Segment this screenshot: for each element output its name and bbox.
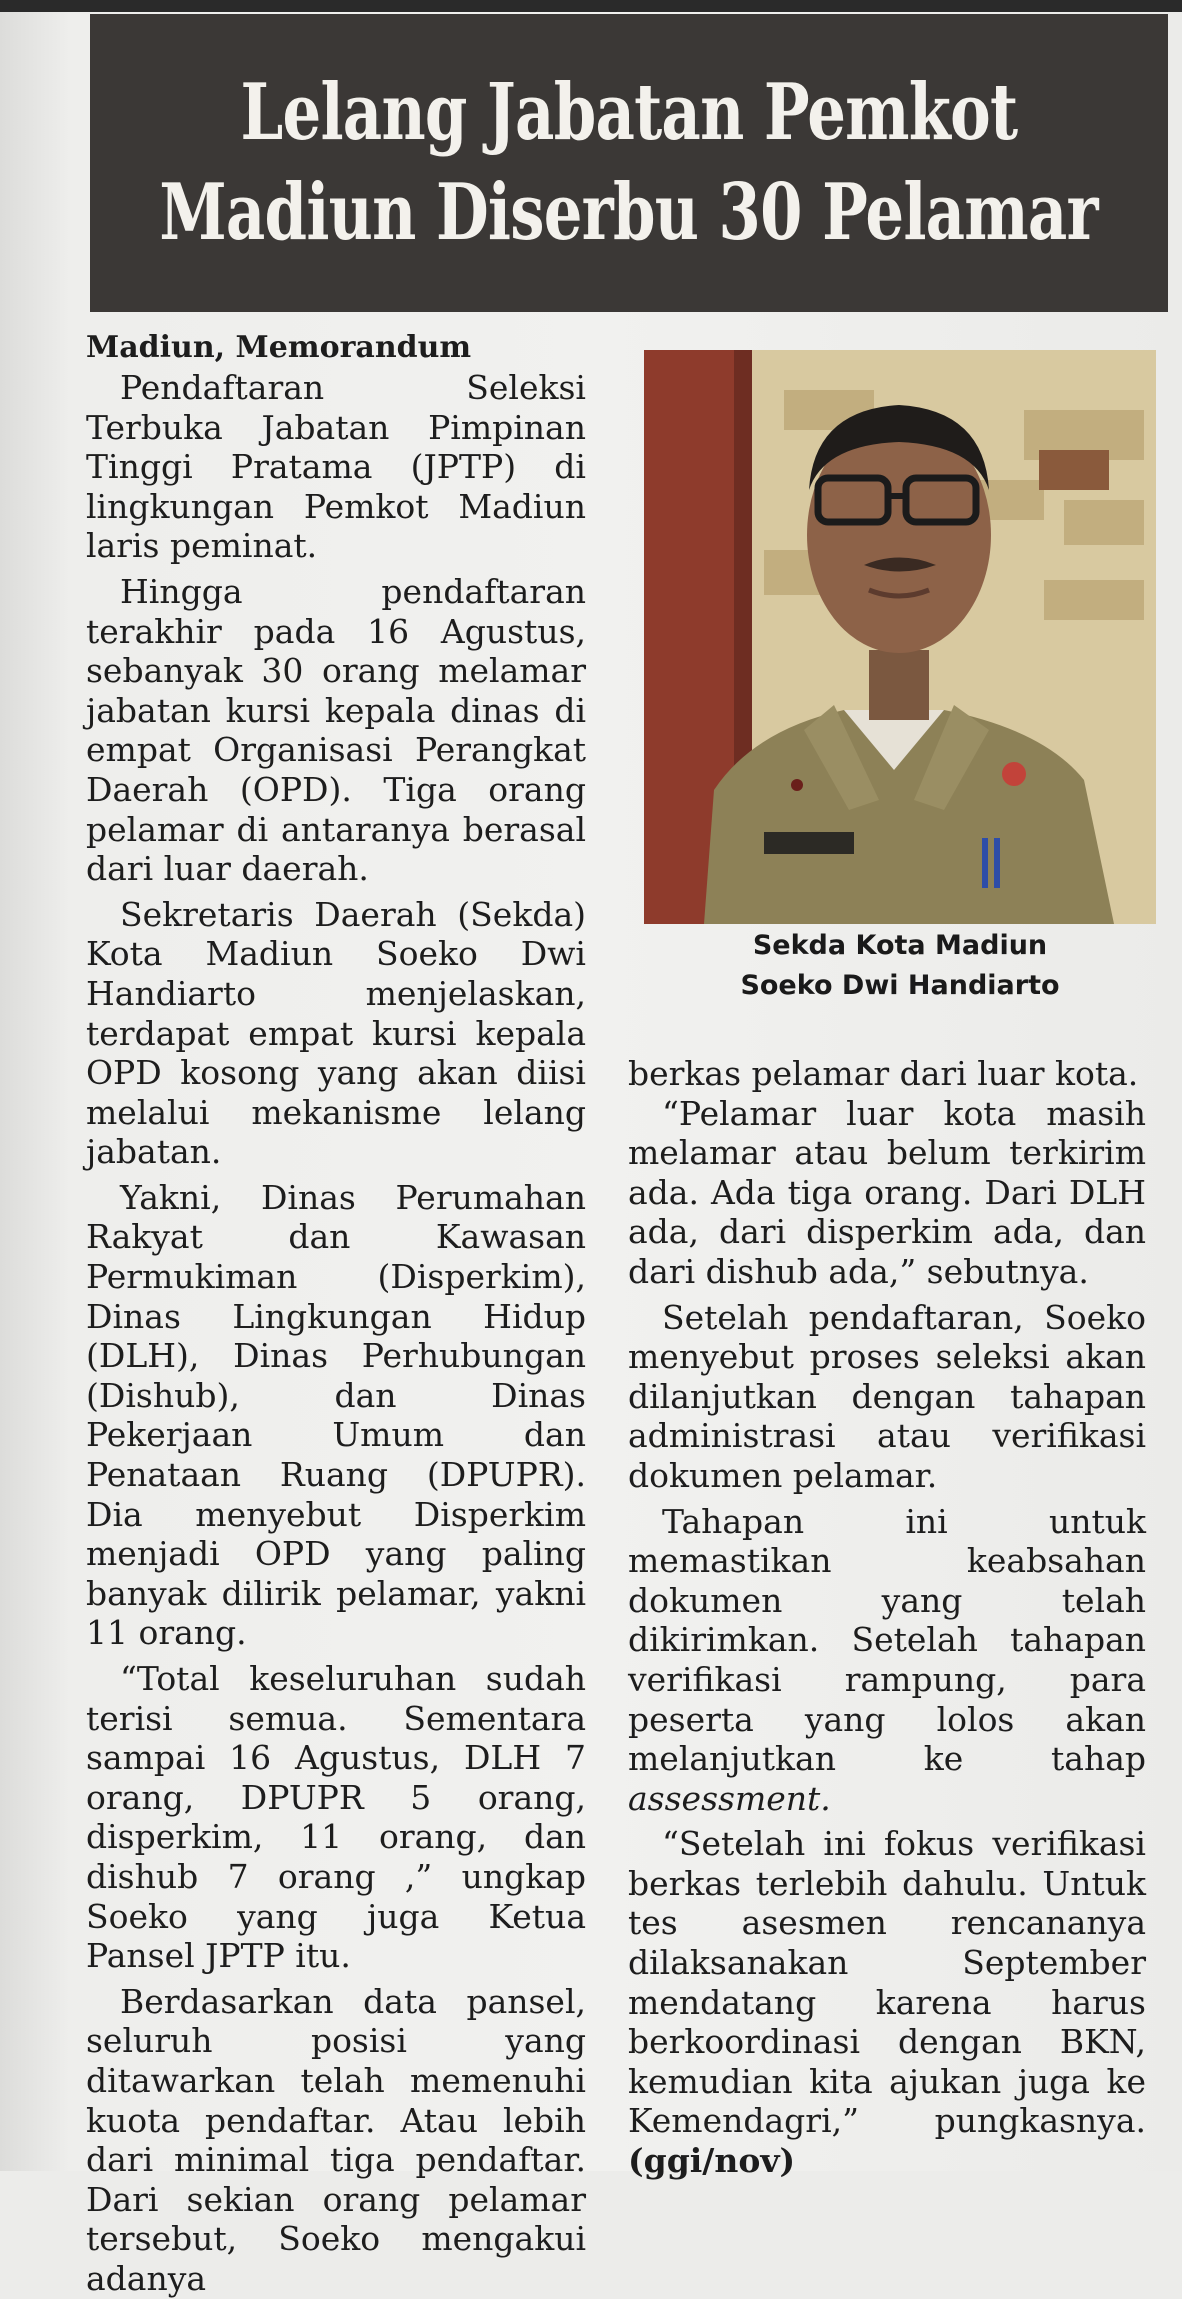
caption-line-1: Sekda Kota Madiun bbox=[752, 930, 1048, 961]
paragraph: Pendaftaran Seleksi Terbuka Jabatan Pimpinan Tinggi Pratama (JPTP) di lingkungan Pemkot Madiun laris peminat. bbox=[86, 368, 586, 566]
headline-banner bbox=[90, 14, 1168, 312]
paragraph: Sekretaris Daerah (Sekda) Kota Madiun Soeko Dwi Handiarto menjelaskan, terdapat empat kursi kepala OPD kosong yang akan diisi melalui mekanisme lelang jabatan. bbox=[86, 894, 586, 1172]
paragraph: Hingga pendaftaran terakhir pada 16 Agustus, sebanyak 30 orang melamar jabatan kursi kepala dinas di empat Organisasi Perangkat Daerah (OPD). Tiga orang pelamar di antaranya berasal dari luar daerah. bbox=[86, 571, 586, 889]
paragraph: “Total keseluruhan sudah terisi semua. Sementara sampai 16 Agustus, DLH 7 orang, DPUPR 5 orang, disperkim, 11 orang, dan dishub 7 orang ,” ungkap Soeko yang juga Ketua Pansel JPTP itu. bbox=[86, 1659, 586, 1976]
paragraph-text: Tahapan ini untuk memastikan keabsahan dokumen yang telah dikirimkan. Setelah tahapan verifikasi rampung, para peserta yang lolos akan melanjutkan ke tahap bbox=[628, 1501, 1146, 1779]
headline-line-1: Lelang Jabatan Pemkot bbox=[240, 67, 1018, 158]
paragraph: Setelah pendaftaran, Soeko menyebut proses seleksi akan dilanjutkan dengan tahapan administrasi atau verifikasi dokumen pelamar. bbox=[628, 1297, 1146, 1495]
headline-line-2: Madiun Diserbu 30 Pelamar bbox=[159, 167, 1099, 258]
assessment-term: assessment. bbox=[628, 1778, 831, 1818]
paragraph: berkas pelamar dari luar kota. bbox=[628, 1054, 1139, 1093]
caption-line-2: Soeko Dwi Handiarto bbox=[740, 970, 1060, 1001]
dateline: Madiun, Memorandum bbox=[86, 330, 472, 365]
paragraph: Yakni, Dinas Perumahan Rakyat dan Kawasan Permukiman (Disperkim), Dinas Lingkungan Hidup (DLH), Dinas Perhubungan (Dishub), dan Dinas Pekerjaan Umum dan Penataan Ruang (DPUPR). Dia menyebut Disperkim menjadi OPD yang paling banyak dilirik pelamar, yakni 11 orang. bbox=[86, 1177, 586, 1653]
paragraph bbox=[628, 1502, 1146, 1819]
photo-caption bbox=[644, 926, 1156, 1006]
paragraph: “Pelamar luar kota masih melamar atau belum terkirim ada. Ada tiga orang. Dari DLH ada, dari disperkim ada, dan dari dishub ada,” sebutnya. bbox=[628, 1093, 1146, 1291]
paragraph-text: “Setelah ini fokus verifikasi berkas terlebih dahulu. Untuk tes asesmen rencananya dilaksanakan September mendatang karena harus berkoordinasi dengan BKN, kemudian kita ajukan juga ke Kemendagri,” pungkasnya. bbox=[628, 1824, 1146, 2141]
article-right-column bbox=[628, 1054, 1146, 2181]
paragraph: Berdasarkan data pansel, seluruh posisi yang ditawarkan telah memenuhi kuota pendaftar. Atau lebih dari minimal tiga pendaftar. Dari sekian orang pelamar tersebut, Soeko mengakui adanya bbox=[86, 1981, 586, 2298]
scan-top-edge bbox=[0, 0, 1182, 12]
sekda-photo bbox=[644, 350, 1156, 924]
article-left-column bbox=[86, 328, 586, 2299]
paragraph bbox=[628, 1824, 1146, 2180]
author-signature: (ggi/nov) bbox=[628, 2141, 796, 2181]
